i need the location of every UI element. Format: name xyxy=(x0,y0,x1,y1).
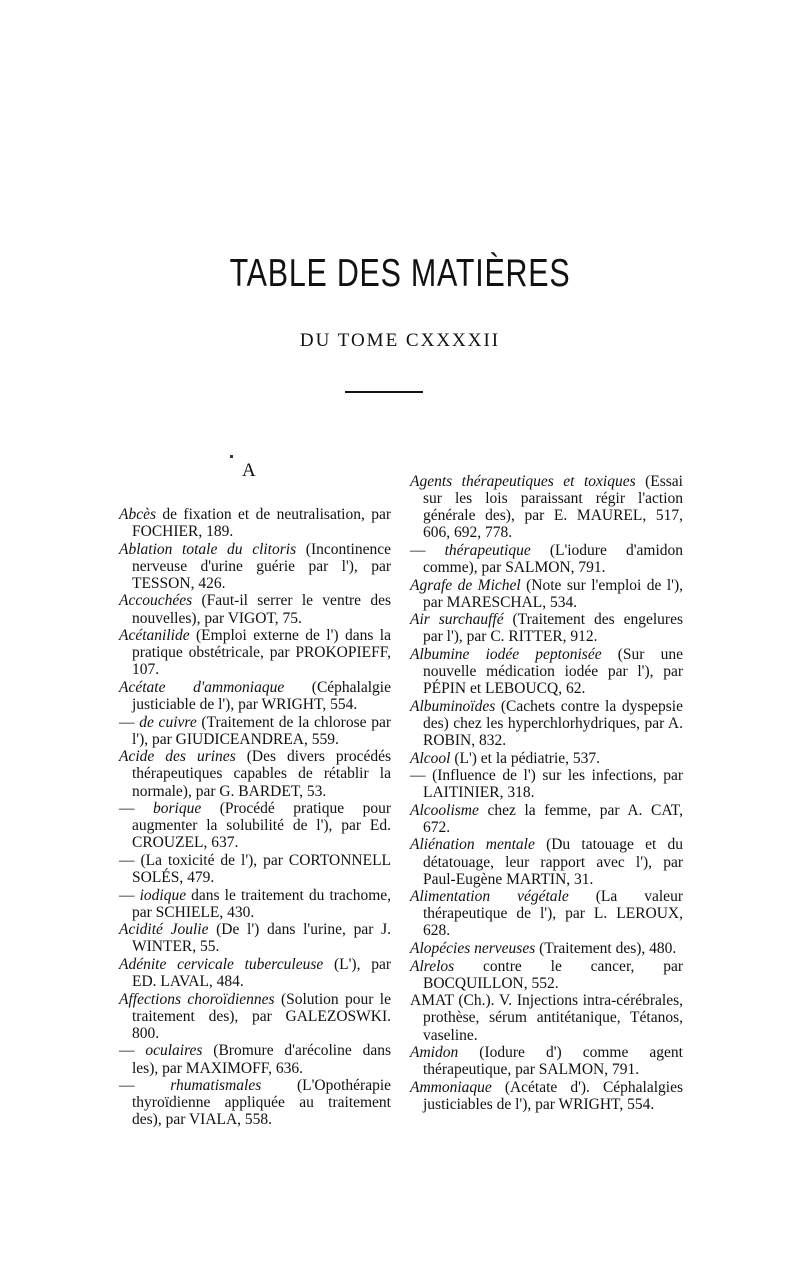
entry-text: (Céphalalgie justiciable de l'), par WRIGHT, 554. xyxy=(132,678,391,714)
index-entry xyxy=(119,991,391,1042)
index-entry xyxy=(119,541,391,592)
page-title: TABLE DES MATIÈRES xyxy=(229,252,571,295)
entry-text: (Solution pour le traitement des), par GALEZOSWKI. 800. xyxy=(132,990,391,1042)
entry-text: (L'Opothérapie thyroïdienne appliquée au traitement des), par VIALA, 558. xyxy=(132,1077,392,1129)
entry-text: (Essai sur les lois paraissant régir l'action générale des), par E. MAUREL, 517, 606, 692, 778. xyxy=(423,473,683,542)
index-entry xyxy=(410,577,683,611)
index-entry xyxy=(119,1077,391,1128)
entry-dash: — xyxy=(119,1042,146,1060)
entry-term: borique xyxy=(153,800,202,818)
entry-text: (La toxicité de l'), par CORTONNELL SOLÉS, 479. xyxy=(132,851,392,886)
index-entry xyxy=(410,646,683,697)
entry-term: Acide des urines xyxy=(119,748,236,766)
entry-text: (Cachets contre la dyspepsie des) chez les hyperchlorhydriques, par A. ROBIN, 832. xyxy=(423,697,683,749)
index-entry xyxy=(410,958,683,992)
entry-text: (Traitement de la chlorose par l'), par GIUDICEANDREA, 559. xyxy=(132,713,391,748)
entry-text: (Bromure d'arécoline dans les), par MAXIMOFF, 636. xyxy=(132,1042,391,1077)
index-entry xyxy=(410,698,683,749)
entry-text: (Acétate d'). Céphalalgies justiciables de l'), par WRIGHT, 554. xyxy=(423,1078,683,1113)
entry-dash: — xyxy=(119,1077,171,1095)
entry-text: (La valeur thérapeutique de l'), par L. LEROUX, 628. xyxy=(423,888,683,940)
index-entry xyxy=(410,473,683,541)
entry-text: (L') et la pédiatrie, 537. xyxy=(450,749,601,767)
entry-dash: — xyxy=(119,886,140,904)
entry-term: Alrelos xyxy=(410,957,455,975)
entry-term: Alimentation végétale xyxy=(410,888,569,906)
index-entry xyxy=(119,748,391,799)
entry-term: Agrafe de Michel xyxy=(410,576,521,594)
entry-text: (L'iodure d'amidon comme), par SALMON, 791. xyxy=(423,541,684,576)
entry-term: de cuivre xyxy=(139,713,197,731)
entry-term: Ablation totale du clitoris xyxy=(119,540,297,558)
entry-text: (Iodure d') comme agent thérapeutique, par SALMON, 791. xyxy=(423,1044,683,1079)
entry-term: Aliénation mentale xyxy=(410,836,535,854)
index-entry xyxy=(410,836,683,887)
entry-text: (Des divers procédés thérapeutiques capables de rétablir la normale), par G. BARDET, 53. xyxy=(132,748,392,800)
entry-term: Affections choroïdiennes xyxy=(119,990,275,1008)
entry-term: Ammoniaque xyxy=(410,1078,492,1096)
entry-term: Acidité Joulie xyxy=(119,921,209,939)
index-entry xyxy=(119,506,391,540)
entry-text: (Traitement des engelures par l'), par C. RITTER, 912. xyxy=(423,611,683,646)
entry-text: chez la femme, par A. CAT, 672. xyxy=(423,801,683,836)
entry-term: Acétate d'ammoniaque xyxy=(119,678,285,696)
index-entry xyxy=(410,1044,683,1078)
entry-term: oculaires xyxy=(145,1042,203,1060)
entry-term: Abcès xyxy=(119,506,157,523)
entry-dash: — xyxy=(119,713,140,731)
index-entry xyxy=(119,887,391,921)
entry-term: iodique xyxy=(139,886,187,904)
entry-term: Albuminoïdes xyxy=(410,697,496,715)
entry-dash: — xyxy=(410,541,445,559)
entry-term: Alcool xyxy=(410,749,451,767)
entry-text: (Sur une nouvelle médication iodée par l'), par PÉPIN et LEBOUCQ, 62. xyxy=(423,645,683,698)
entry-term: Air surchauffé xyxy=(410,611,504,629)
entry-term: Agents thérapeutiques et toxiques xyxy=(410,473,636,490)
title-rule xyxy=(345,391,423,393)
entry-term: Acétanilide xyxy=(119,627,190,645)
entry-term: rhumatismales xyxy=(170,1077,262,1095)
index-entry xyxy=(119,627,391,678)
entry-term: thérapeutique xyxy=(444,541,531,559)
index-entry xyxy=(119,1042,391,1076)
entry-term: Adénite cervicale tuberculeuse xyxy=(119,955,324,973)
left-column xyxy=(119,506,391,1129)
index-entry xyxy=(410,888,683,939)
entry-term: Accouchées xyxy=(119,592,193,610)
index-entry xyxy=(410,611,683,645)
entry-text: (Incontinence nerveuse d'urine guérie par l'), par TESSON, 426. xyxy=(132,540,391,592)
section-letter: A xyxy=(242,460,256,481)
index-entry xyxy=(119,679,391,713)
index-entry xyxy=(119,921,391,955)
entry-text: dans le traitement du trachome, par SCHIELE, 430. xyxy=(132,886,392,921)
entry-text: AMAT (Ch.). V. Injections intra-cérébrales, prothèse, sérum antitétanique, Tétanos, vaseline. xyxy=(410,992,683,1044)
entry-dash: — xyxy=(119,800,153,818)
entry-term: Amidon xyxy=(410,1044,459,1062)
index-entry xyxy=(410,992,683,1043)
entry-term: Alcoolisme xyxy=(410,801,479,819)
entry-term: Alopécies nerveuses xyxy=(410,940,536,958)
entry-text: contre le cancer, par BOCQUILLON, 552. xyxy=(423,957,683,992)
entry-dash: — xyxy=(410,767,433,785)
index-entry xyxy=(119,852,391,886)
index-entry xyxy=(119,592,391,626)
index-entry xyxy=(119,956,391,990)
index-entry xyxy=(410,802,683,836)
index-entry xyxy=(119,714,391,748)
entry-text: de fixation et de neutralisation, par FOCHIER, 189. xyxy=(132,506,391,541)
entry-text: (De l') dans l'urine, par J. WINTER, 55. xyxy=(132,921,391,956)
entry-term: Albumine iodée peptonisée xyxy=(410,645,602,663)
entry-dash: — xyxy=(119,851,141,869)
index-entry xyxy=(410,542,683,576)
ink-speck xyxy=(230,455,233,458)
entry-text: (Influence de l') sur les infections, par LAITINIER, 318. xyxy=(423,767,684,802)
index-entry xyxy=(410,767,683,801)
entry-text: (Note sur l'emploi de l'), par MARESCHAL, 534. xyxy=(423,576,683,611)
index-entry xyxy=(410,750,683,767)
index-entry xyxy=(410,940,683,957)
entry-text: (Traitement des), 480. xyxy=(535,940,677,958)
right-column xyxy=(410,473,683,1113)
entry-text: (Emploi externe de l') dans la pratique obstétricale, par PROKOPIEFF, 107. xyxy=(132,627,391,679)
index-entry xyxy=(410,1079,683,1113)
entry-text: (Faut-il serrer le ventre des nouvelles), par VIGOT, 75. xyxy=(132,592,391,627)
page-subtitle: DU TOME CXXXXII xyxy=(299,330,501,351)
entry-text: (Du tatouage et du détatouage, leur rapport avec l'), par Paul-Eugène MARTIN, 31. xyxy=(423,836,684,888)
index-entry xyxy=(119,800,391,851)
entry-text: (L'), par ED. LAVAL, 484. xyxy=(132,955,391,991)
entry-text: (Procédé pratique pour augmenter la solubilité de l'), par Ed. CROUZEL, 637. xyxy=(132,800,391,852)
